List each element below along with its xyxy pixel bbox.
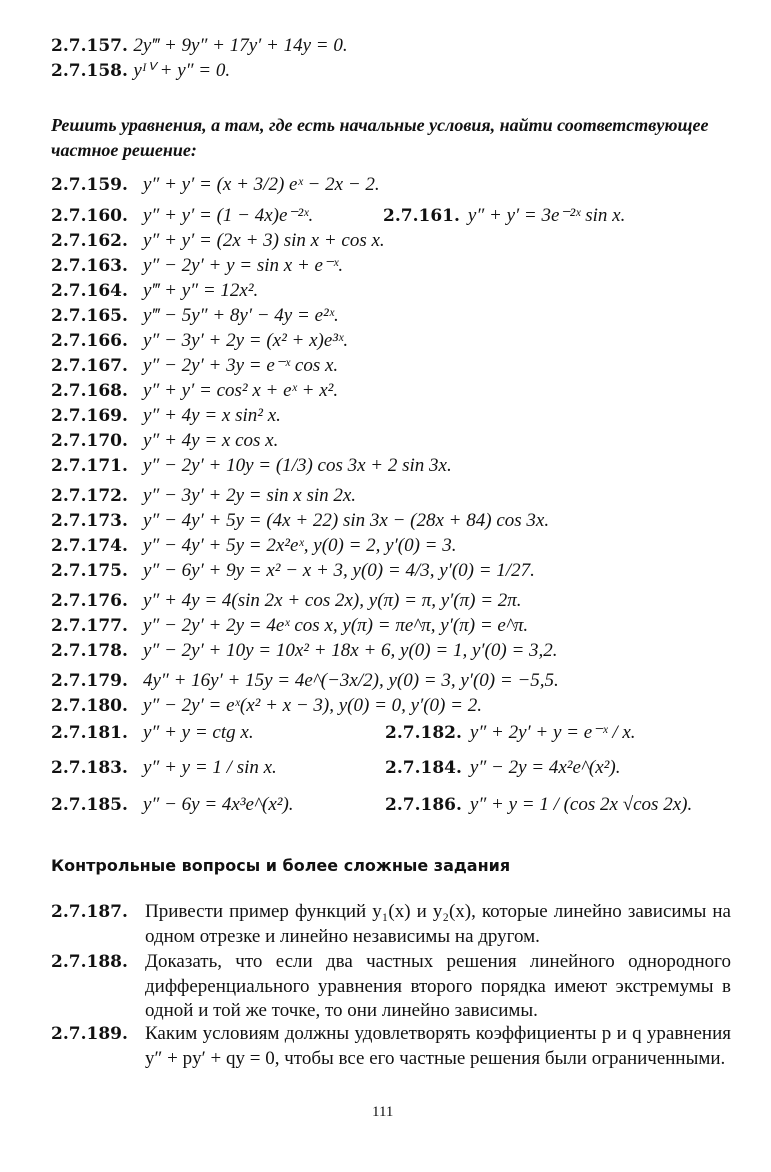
task-item — [51, 950, 731, 1024]
exercise-row — [51, 670, 559, 692]
task-item — [51, 900, 731, 949]
exercise-number: 2.7.183. — [51, 758, 128, 778]
exercise-number: 2.7.186. — [385, 795, 462, 815]
exercise-equation: y″ − 2y′ = eˣ(x² + x − 3), y(0) = 0, y′(0) = 2. — [143, 695, 482, 716]
exercise-equation: y″ + y = 1 / (cos 2x √cos 2x). — [469, 794, 693, 815]
exercise-equation: y″ + y′ = (1 − 4x)e⁻²ˣ. — [143, 205, 314, 226]
task-number: 2.7.187. — [51, 902, 128, 922]
exercise-row — [51, 60, 230, 82]
task-number: 2.7.189. — [51, 1024, 128, 1044]
exercise-row — [51, 615, 528, 637]
exercise-equation: y″ − 3y′ + 2y = (x² + x)e³ˣ. — [143, 330, 349, 351]
exercise-equation: 4y″ + 16y′ + 15y = 4e^(−3x/2), y(0) = 3, y′(0) = −5,5. — [143, 670, 559, 691]
exercise-number: 2.7.181. — [51, 723, 128, 743]
exercise-row — [51, 455, 452, 477]
exercise-row — [51, 230, 385, 252]
task-text: Доказать, что если два частных решения линейного однородного дифференциального уравнения второго порядка имеют экстремумы в одной и той же точке, то они линейно зависимы. — [145, 951, 731, 1021]
exercise-equation: y‴ + y″ = 12x². — [143, 280, 259, 301]
section-heading: Контрольные вопросы и более сложные задания — [51, 856, 511, 875]
exercise-row — [51, 722, 254, 744]
exercise-equation: y″ − 2y′ + 10y = 10x² + 18x + 6, y(0) = 1, y′(0) = 3,2. — [143, 640, 558, 661]
exercise-equation: y″ + y′ = 3e⁻²ˣ sin x. — [467, 205, 626, 226]
exercise-row — [51, 757, 277, 779]
exercise-equation: y″ − 2y′ + y = sin x + e⁻ˣ. — [143, 255, 344, 276]
exercise-row — [51, 560, 535, 582]
exercise-row — [51, 174, 380, 196]
exercise-equation: y″ − 2y′ + 10y = (1/3) cos 3x + 2 sin 3x. — [143, 455, 452, 476]
exercise-number: 2.7.179. — [51, 671, 128, 691]
exercise-number: 2.7.163. — [51, 256, 128, 276]
exercise-row — [385, 722, 636, 744]
exercise-row — [51, 640, 558, 662]
exercise-number: 2.7.182. — [385, 723, 462, 743]
exercise-equation: y″ − 4y′ + 5y = (4x + 22) sin 3x − (28x + 84) cos 3x. — [143, 510, 550, 531]
exercise-number: 2.7.177. — [51, 616, 128, 636]
exercise-number: 2.7.168. — [51, 381, 128, 401]
exercise-number: 2.7.167. — [51, 356, 128, 376]
exercise-number: 2.7.164. — [51, 281, 128, 301]
exercise-row — [385, 794, 692, 816]
exercise-number: 2.7.170. — [51, 431, 128, 451]
exercise-number: 2.7.175. — [51, 561, 128, 581]
instruction-text: Решить уравнения, а там, где есть начальные условия, найти соответствующее частное решение: — [51, 115, 709, 160]
exercise-equation: 2y‴ + 9y″ + 17y′ + 14y = 0. — [133, 35, 348, 56]
task-number: 2.7.188. — [51, 952, 128, 972]
exercise-number: 2.7.166. — [51, 331, 128, 351]
exercise-row — [383, 205, 625, 227]
task-text: Привести пример функций y₁(x) и y₂(x), которые линейно зависимы на одном отрезке и линейно независимы на другом. — [145, 901, 731, 947]
exercise-row — [51, 380, 338, 402]
exercise-number: 2.7.161. — [383, 206, 460, 226]
exercise-row — [51, 794, 294, 816]
exercise-row — [51, 355, 338, 377]
exercise-row — [51, 485, 356, 507]
exercise-number: 2.7.157. — [51, 36, 128, 56]
exercise-equation: y″ + 4y = 4(sin 2x + cos 2x), y(π) = π, y′(π) = 2π. — [143, 590, 522, 611]
page-number: 111 — [372, 1104, 394, 1120]
exercise-row — [51, 205, 313, 227]
exercise-equation: y‴ − 5y″ + 8y′ − 4y = e²ˣ. — [143, 305, 339, 326]
exercise-number: 2.7.171. — [51, 456, 128, 476]
exercise-equation: yᴵⱽ + y″ = 0. — [133, 60, 231, 81]
exercise-equation: y″ + 4y = x sin² x. — [143, 405, 281, 426]
exercise-equation: y″ − 3y′ + 2y = sin x sin 2x. — [143, 485, 357, 506]
exercise-number: 2.7.176. — [51, 591, 128, 611]
exercise-row — [51, 535, 456, 557]
exercise-equation: y″ − 4y′ + 5y = 2x²eˣ, y(0) = 2, y′(0) = 3. — [143, 535, 457, 556]
exercise-number: 2.7.165. — [51, 306, 128, 326]
exercise-equation: y″ − 2y = 4x²e^(x²). — [469, 757, 621, 778]
exercise-row — [51, 695, 482, 717]
exercise-number: 2.7.185. — [51, 795, 128, 815]
exercise-equation: y″ + y = ctg x. — [143, 722, 254, 743]
exercise-number: 2.7.172. — [51, 486, 128, 506]
task-item — [51, 1022, 731, 1071]
exercise-number: 2.7.174. — [51, 536, 128, 556]
exercise-equation: y″ + y′ = (x + 3/2) eˣ − 2x − 2. — [143, 174, 380, 195]
exercise-row — [51, 330, 348, 352]
exercise-row — [51, 35, 348, 57]
exercise-number: 2.7.178. — [51, 641, 128, 661]
exercise-row — [51, 430, 278, 452]
task-text: Каким условиям должны удовлетворять коэффициенты p и q уравнения y″ + py′ + qy = 0, чтобы все его частные решения были ограниченными. — [145, 1023, 731, 1069]
exercise-row — [51, 590, 522, 612]
exercise-number: 2.7.184. — [385, 758, 462, 778]
exercise-equation: y″ + y′ = cos² x + eˣ + x². — [143, 380, 339, 401]
exercise-equation: y″ + y′ = (2x + 3) sin x + cos x. — [143, 230, 385, 251]
exercise-number: 2.7.180. — [51, 696, 128, 716]
exercise-equation: y″ + y = 1 / sin x. — [143, 757, 277, 778]
exercise-equation: y″ − 6y = 4x³e^(x²). — [143, 794, 294, 815]
exercise-row — [51, 255, 343, 277]
exercise-row — [51, 510, 549, 532]
exercise-row — [51, 405, 281, 427]
exercise-number: 2.7.160. — [51, 206, 128, 226]
exercise-equation: y″ + 2y′ + y = e⁻ˣ / x. — [469, 722, 636, 743]
exercise-number: 2.7.158. — [51, 61, 128, 81]
exercise-number: 2.7.173. — [51, 511, 128, 531]
exercise-equation: y″ + 4y = x cos x. — [143, 430, 279, 451]
exercise-row — [51, 305, 339, 327]
exercise-number: 2.7.162. — [51, 231, 128, 251]
exercise-number: 2.7.169. — [51, 406, 128, 426]
exercise-equation: y″ − 2y′ + 2y = 4eˣ cos x, y(π) = πe^π, y′(π) = e^π. — [143, 615, 529, 636]
exercise-equation: y″ − 6y′ + 9y = x² − x + 3, y(0) = 4/3, y′(0) = 1/27. — [143, 560, 535, 581]
exercise-row — [51, 280, 258, 302]
exercise-equation: y″ − 2y′ + 3y = e⁻ˣ cos x. — [143, 355, 339, 376]
exercise-row — [385, 757, 620, 779]
exercise-number: 2.7.159. — [51, 175, 128, 195]
